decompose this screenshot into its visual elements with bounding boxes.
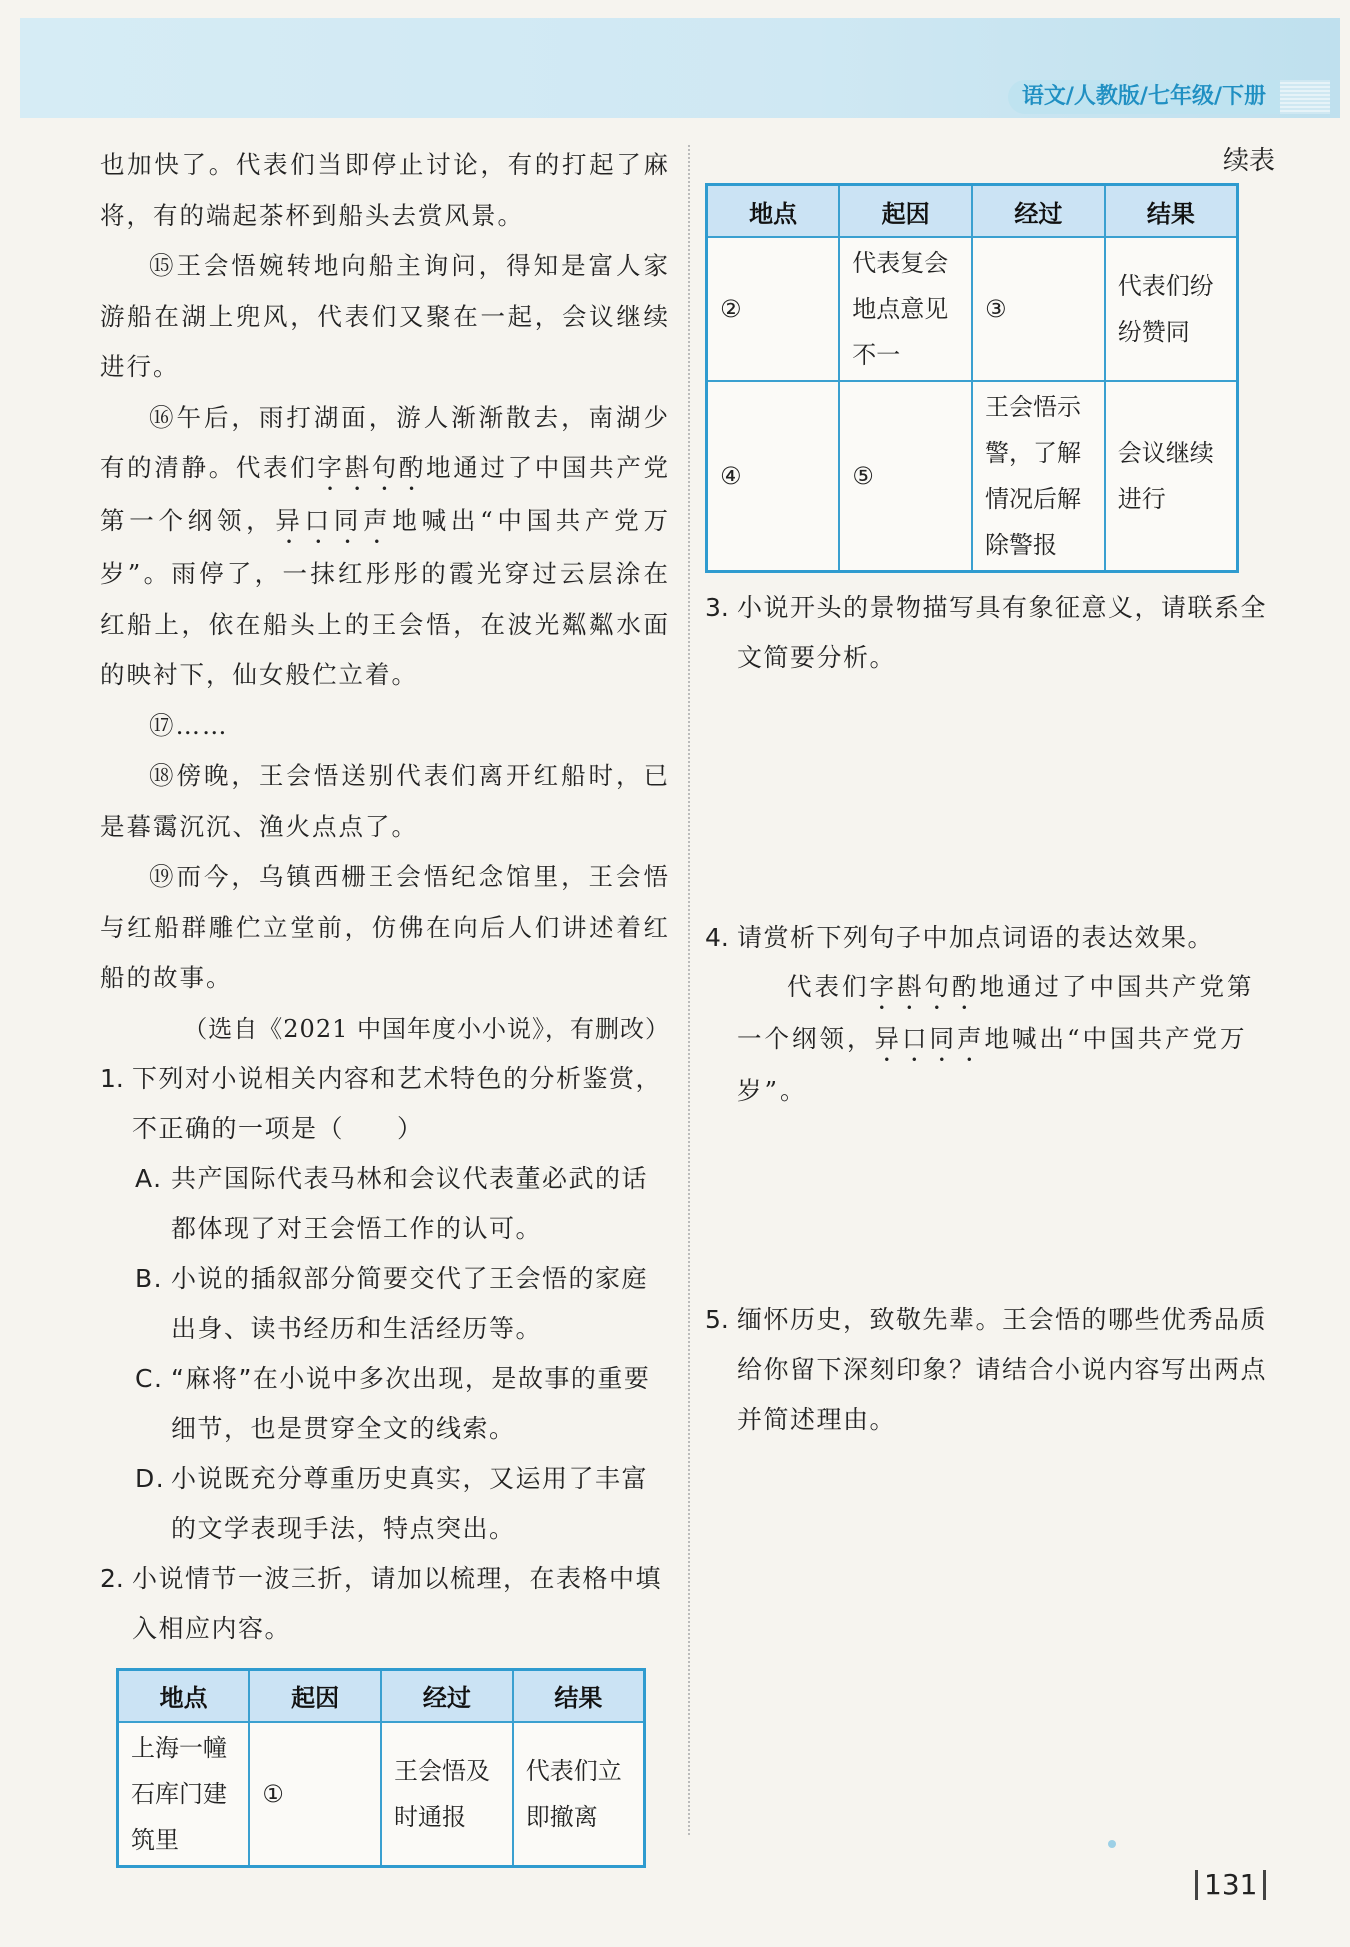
question-text: 请赏析下列句子中加点词语的表达效果。 — [737, 923, 1215, 952]
decorative-dot — [1108, 1840, 1116, 1848]
answer-space-3[interactable] — [705, 683, 1275, 913]
table-row — [707, 381, 1238, 572]
question-5 — [705, 1295, 1275, 1445]
option-b[interactable] — [100, 1254, 670, 1354]
option-text: 共产国际代表马林和会议代表董必武的话都体现了对王会悟工作的认可。 — [171, 1163, 649, 1243]
table-cell: 王会悟及时通报 — [381, 1722, 513, 1867]
left-column — [100, 140, 670, 1868]
answer-space-4[interactable] — [705, 1115, 1275, 1295]
question-text: 缅怀历史，致敬先辈。王会悟的哪些优秀品质给你留下深刻印象？请结合小说内容写出两点并简述理由。 — [737, 1305, 1268, 1434]
plot-table-continued — [705, 183, 1239, 573]
right-column — [705, 140, 1275, 1645]
table-cell[interactable]: ④ — [707, 381, 840, 572]
tag-stripes — [1280, 80, 1330, 114]
table-cell: 代表们纷纷赞同 — [1105, 237, 1238, 381]
table-header-row — [707, 185, 1238, 238]
option-letter: D. — [135, 1463, 166, 1493]
table-header: 地点 — [118, 1669, 250, 1722]
option-d[interactable] — [100, 1454, 670, 1554]
question-number: 3. — [705, 593, 729, 622]
option-letter: A. — [135, 1163, 163, 1193]
question-number: 2. — [100, 1563, 124, 1593]
option-text: “麻将”在小说中多次出现，是故事的重要细节，也是贯穿全文的线索。 — [171, 1363, 651, 1443]
column-divider — [688, 145, 690, 1835]
table-header: 结果 — [513, 1669, 645, 1722]
question-4 — [705, 913, 1275, 963]
table-header-row — [118, 1669, 645, 1722]
table-header: 结果 — [1105, 185, 1238, 238]
table-cell: 代表们立即撤离 — [513, 1722, 645, 1867]
question-number: 1. — [100, 1063, 124, 1093]
question-2 — [100, 1554, 670, 1654]
table-cell[interactable]: ② — [707, 237, 840, 381]
table-row — [707, 237, 1238, 381]
question-number: 5. — [705, 1305, 729, 1334]
table-header: 起因 — [839, 185, 972, 238]
example-sentence: 代表们字斟句酌地通过了中国共产党第一个纲领，异口同声地喊出“中国共产党万岁”。 — [737, 972, 1255, 1105]
page-number: 131 — [1195, 1870, 1266, 1900]
table-cell: 上海一幢石库门建筑里 — [118, 1722, 250, 1867]
answer-space-5[interactable] — [705, 1445, 1275, 1645]
continued-table-label: 续表 — [1222, 146, 1275, 176]
table-header: 起因 — [249, 1669, 381, 1722]
option-c[interactable] — [100, 1354, 670, 1454]
emphasized-word-2: 异口同声 — [275, 506, 393, 535]
paragraph-18: ⑱傍晚，王会悟送别代表们离开红船时，已是暮霭沉沉、渔火点点了。 — [100, 761, 670, 841]
emphasized-word-2: 异口同声 — [874, 1024, 985, 1053]
option-text: 小说既充分尊重历史真实，又运用了丰富的文学表现手法，特点突出。 — [171, 1463, 649, 1543]
emphasized-word-1: 字斟句酌 — [869, 972, 980, 1001]
question-text: 小说开头的景物描写具有象征意义，请联系全文简要分析。 — [737, 593, 1268, 672]
table-header: 地点 — [707, 185, 840, 238]
table-cell: 代表复会地点意见不一 — [839, 237, 972, 381]
option-text: 小说的插叙部分简要交代了王会悟的家庭出身、读书经历和生活经历等。 — [171, 1263, 649, 1343]
source-citation: （选自《2021 中国年度小小说》，有删改） — [183, 1014, 670, 1043]
paragraph-19: ⑲而今，乌镇西栅王会悟纪念馆里，王会悟与红船群雕伫立堂前，仿佛在向后人们讲述着红船的故事。 — [100, 862, 670, 992]
question-3 — [705, 583, 1275, 683]
option-a[interactable] — [100, 1154, 670, 1254]
table-header: 经过 — [381, 1669, 513, 1722]
question-text: 小说情节一波三折，请加以梳理，在表格中填入相应内容。 — [132, 1563, 663, 1643]
question-text: 下列对小说相关内容和艺术特色的分析鉴赏，不正确的一项是（ ） — [132, 1063, 663, 1143]
table-cell: 王会悟示警，了解情况后解除警报 — [972, 381, 1105, 572]
table-header: 经过 — [972, 185, 1105, 238]
option-letter: B. — [135, 1263, 164, 1293]
plot-table — [116, 1668, 646, 1868]
table-row — [118, 1722, 645, 1867]
table-cell[interactable]: ① — [249, 1722, 381, 1867]
paragraph-16: ⑯午后，雨打湖面，游人渐渐散去，南湖少有的清静。代表们字斟句酌地通过了中国共产党第一个纲领，异口同声地喊出“中国共产党万岁”。雨停了，一抹红彤彤的霞光穿过云层涂在红船上，依在船头上的王会悟，在波光粼粼水面的映衬下，仙女般伫立着。 — [100, 402, 671, 689]
table-cell[interactable]: ③ — [972, 237, 1105, 381]
emphasized-word-1: 字斟句酌 — [317, 453, 427, 482]
paragraph-15: ⑮王会悟婉转地向船主询问，得知是富人家游船在湖上兜风，代表们又聚在一起，会议继续进行。 — [100, 251, 670, 381]
book-tag: 语文/人教版/七年级/下册 — [1008, 80, 1280, 114]
option-letter: C. — [135, 1363, 164, 1393]
question-number: 4. — [705, 923, 729, 952]
table-cell[interactable]: ⑤ — [839, 381, 972, 572]
paragraph-14-end: 也加快了。代表们当即停止讨论，有的打起了麻将，有的端起茶杯到船头去赏风景。 — [100, 150, 670, 230]
table-cell: 会议继续进行 — [1105, 381, 1238, 572]
question-1 — [100, 1054, 670, 1154]
paragraph-17: ⑰…… — [149, 710, 229, 740]
